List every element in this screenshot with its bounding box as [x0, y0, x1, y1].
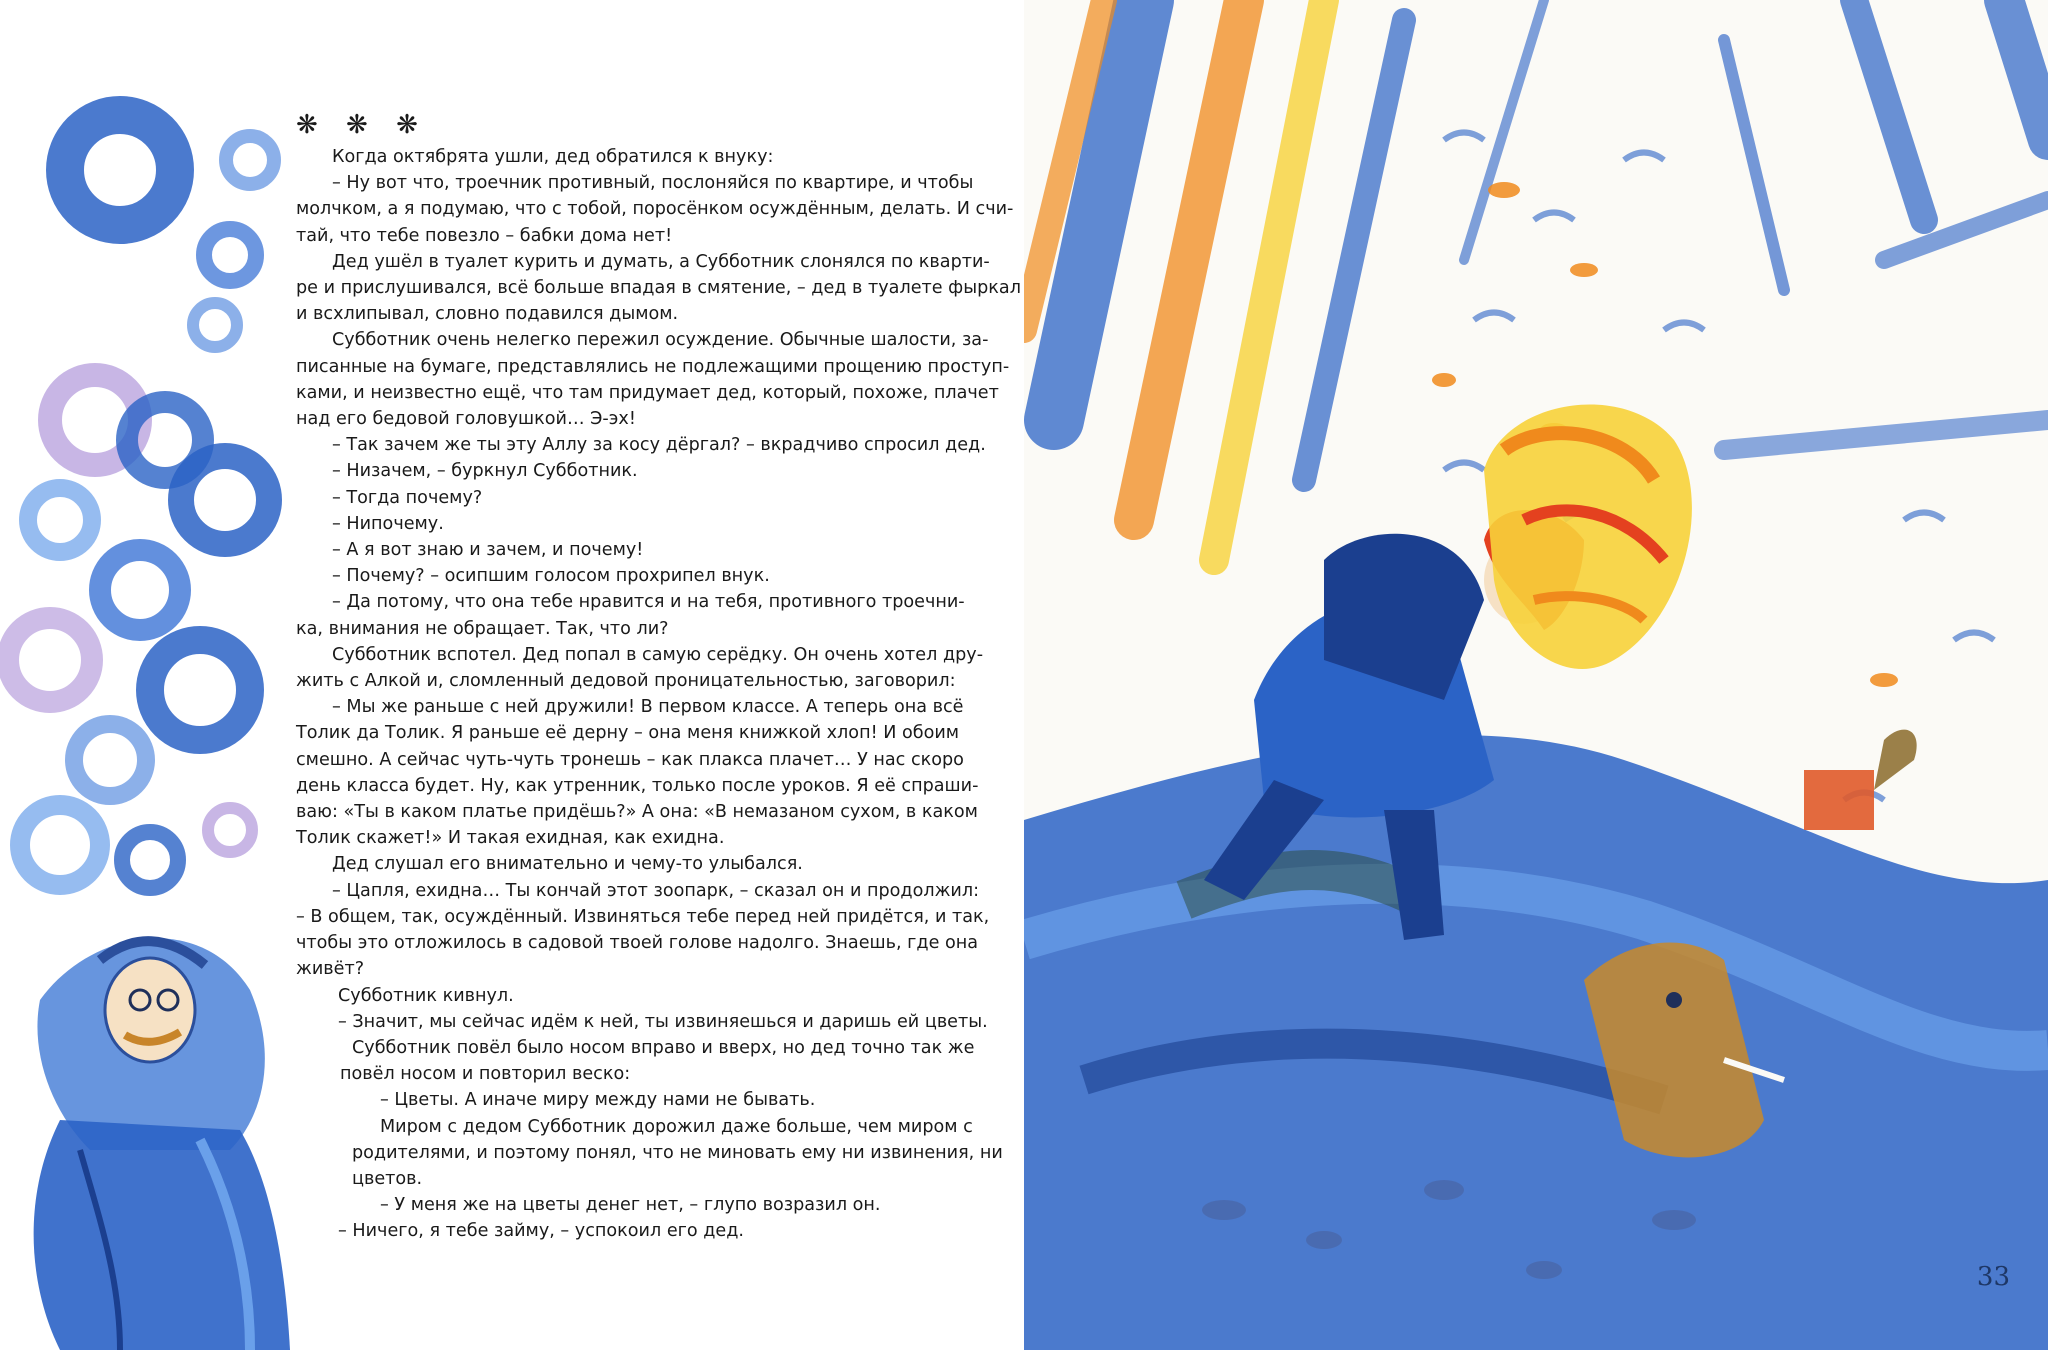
text-line: ре и прислушивался, всё больше впадая в смятение, – дед в туалете фыркал [296, 278, 1021, 299]
text-line: тай, что тебе повезло – бабки дома нет! [296, 225, 673, 246]
text-line: цветов. [352, 1168, 423, 1189]
text-line: – Ну вот что, троечник противный, послоняйся по квартире, и чтобы [332, 173, 974, 194]
text-line: – В общем, так, осуждённый. Извиняться тебе перед ней придётся, и так, [296, 906, 990, 927]
text-line: Толик да Толик. Я раньше её дерну – она меня книжкой хлоп! И обоим [296, 723, 960, 744]
text-line: смешно. А сейчас чуть-чуть тронешь – как плакса плачет… У нас скоро [296, 749, 964, 770]
text-line: Толик скажет!» И такая ехидная, как ехидна. [296, 828, 725, 849]
text-line: – А я вот знаю и зачем, и почему! [332, 540, 644, 561]
text-line: живёт? [296, 959, 365, 980]
text-line: – Цветы. А иначе миру между нами не бывать. [380, 1090, 816, 1111]
text-line: ка, внимания не обращает. Так, что ли? [296, 618, 669, 639]
text-line: повёл носом и повторил веско: [340, 1064, 631, 1085]
text-line: Миром с дедом Субботник дорожил даже больше, чем миром с [380, 1116, 973, 1137]
text-line: Дед ушёл в туалет курить и думать, а Субботник слонялся по кварти- [332, 251, 990, 272]
text-line: – Да потому, что она тебе нравится и на тебя, противного троечни- [332, 592, 965, 613]
page-number: 33 [1976, 1262, 2010, 1292]
text-line: – Цапля, ехидна… Ты кончай этот зоопарк, – сказал он и продолжил: [332, 880, 980, 901]
text-line: – Так зачем же ты эту Аллу за косу дёргал? – вкрадчиво спросил дед. [332, 435, 986, 456]
text-line: – Низачем, – буркнул Субботник. [332, 461, 638, 482]
text-line: над его бедовой головушкой… Э-эх! [296, 409, 636, 430]
text-line: Субботник повёл было носом вправо и вверх, но дед точно так же [352, 1037, 975, 1058]
text-line: – Значит, мы сейчас идём к ней, ты извиняешься и даришь ей цветы. [338, 1011, 988, 1032]
text-line: Субботник вспотел. Дед попал в самую серёдку. Он очень хотел дру- [332, 644, 984, 665]
story-text [296, 110, 1021, 1245]
text-line: чтобы это отложилось в садовой твоей голове надолго. Знаешь, где она [296, 933, 979, 954]
text-line: ваю: «Ты в каком платье придёшь?» А она: «В немазаном сухом, в каком [296, 802, 978, 823]
text-line: – Нипочему. [332, 513, 444, 534]
text-line: Субботник кивнул. [338, 985, 514, 1006]
right-illustration [1024, 0, 2048, 1350]
text-line: Дед слушал его внимательно и чему-то улыбался. [332, 854, 803, 875]
text-line: Когда октябрята ушли, дед обратился к внуку: [332, 147, 774, 167]
right-page [1024, 0, 2048, 1350]
text-line: и всхлипывал, словно подавился дымом. [296, 304, 679, 325]
text-line: – У меня же на цветы денег нет, – глупо возразил он. [380, 1195, 881, 1216]
text-line: родителями, и поэтому понял, что не миновать ему ни извинения, ни [352, 1142, 1003, 1163]
text-line: – Почему? – осипшим голосом прохрипел внук. [332, 566, 770, 587]
text-line: ками, и неизвестно ещё, что там придумает дед, который, похоже, плачет [296, 382, 999, 403]
text-line: – Ничего, я тебе займу, – успокоил его дед. [338, 1221, 744, 1242]
text-line: писанные на бумаге, представлялись не подлежащими прощению проступ- [296, 356, 1010, 377]
left-illustration [0, 0, 300, 1350]
text-line: Субботник очень нелегко пережил осуждение. Обычные шалости, за- [332, 330, 989, 351]
paragraph-list [296, 144, 1021, 1245]
section-marker: ❋ ❋ ❋ [296, 110, 428, 140]
text-line: – Мы же раньше с ней дружили! В первом классе. А теперь она всё [332, 697, 964, 718]
text-line: – Тогда почему? [332, 487, 483, 508]
text-line: день класса будет. Ну, как утренник, только после уроков. Я её спраши- [296, 775, 979, 796]
text-line: молчком, а я подумаю, что с тобой, поросёнком осуждённым, делать. И счи- [296, 199, 1014, 220]
text-line: жить с Алкой и, сломленный дедовой проницательностью, заговорил: [296, 671, 956, 692]
